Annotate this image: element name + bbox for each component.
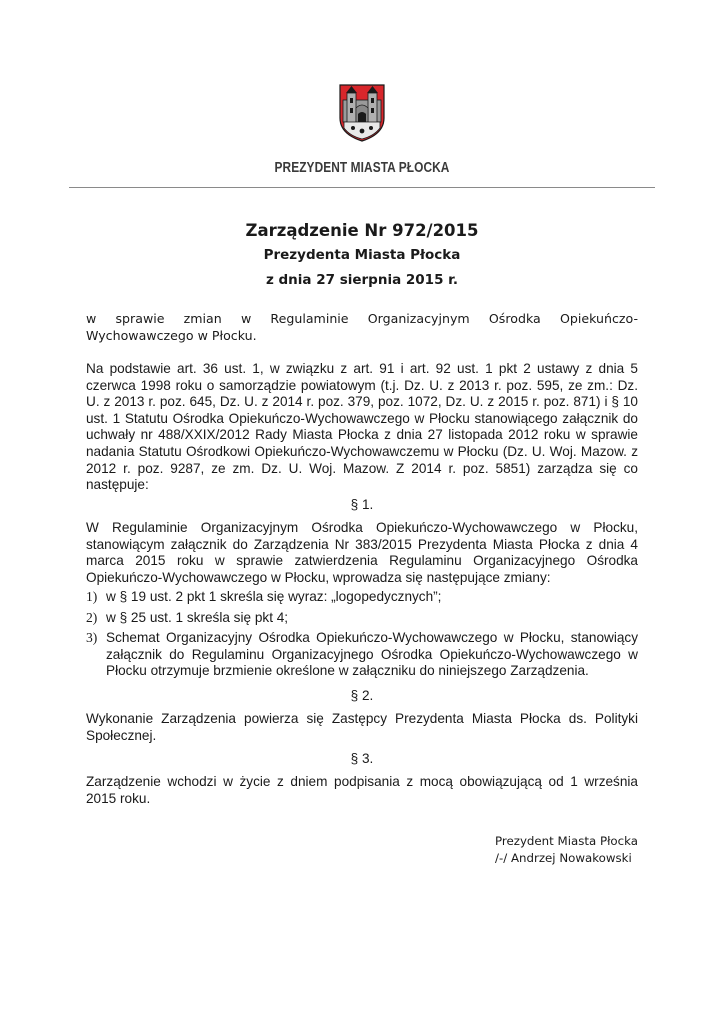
signature-name: /-/ Andrzej Nowakowski [495,851,632,865]
list-item-number: 1) [86,589,98,604]
section-2-heading: § 2. [350,688,374,703]
plock-coat-of-arms-icon [339,84,385,142]
section-2-text: Wykonanie Zarządzenia powierza się Zastępcy Prezydenta Miasta Płocka ds. Polityki Społecznej. [86,711,638,743]
list-item [86,589,638,606]
document-title: Zarządzenie Nr 972/2015 [245,221,479,240]
issuing-authority: PREZYDENT MIASTA PŁOCKA [274,160,450,176]
document-issuer: Prezydenta Miasta Płocka [263,247,461,263]
section-3-heading: § 3. [350,751,374,766]
list-item-number: 3) [86,630,98,646]
signature-title: Prezydent Miasta Płocka [495,834,638,848]
legal-basis: Na podstawie art. 36 ust. 1, w związku z art. 91 i art. 92 ust. 1 pkt 2 ustawy z dnia 5 czerwca 1998 roku o samorządzie powiatowym (t.j. Dz. U. z 2013 r. poz. 595, ze zm.: Dz. U. z 2013 r. poz. 645, Dz. U. z 2014 r. poz. 379, poz. 1072, Dz. U. z 2015 r. poz. 871) i § 10 ust. 1 Statutu Ośrodka Opiekuńczo-Wychowawczego w Płocku stanowiącego załącznik do uchwały nr 488/XXIX/2012 Rady Miasta Płocka z dnia 27 listopada 2012 roku w sprawie nadania Statutu Ośrodkowi Opiekuńczo-Wychowawczemu w Płocku (Dz. U. Woj. Mazow. z 2012 r. poz. 9287, ze zm. Dz. U. Woj. Mazow. Z 2014 r. poz. 5851) zarządza się co następuje: [86,361,638,493]
list-item-text: w § 19 ust. 2 pkt 1 skreśla się wyraz: „logopedycznych”; [106,589,442,604]
document-subject: w sprawie zmian w Regulaminie Organizacyjnym Ośrodka Opiekuńczo-Wychowawczego w Płocku. [86,311,638,343]
signature-block [495,833,638,867]
list-item-text: w § 25 ust. 1 skreśla się pkt 4; [106,609,289,625]
document-date: z dnia 27 sierpnia 2015 r. [265,272,459,288]
section-1-intro: W Regulaminie Organizacyjnym Ośrodka Opiekuńczo-Wychowawczego w Płocku, stanowiącym załącznik do Zarządzenia Nr 383/2015 Prezydenta Miasta Płocka z dnia 4 marca 2015 roku w sprawie zatwierdzenia Regulaminu Organizacyjnego Ośrodka Opiekuńczo-Wychowawczego w Płocku, wprowadza się następujące zmiany: [86,520,638,585]
list-item [86,610,638,627]
section-1-heading: § 1. [350,497,374,512]
amendment-list [86,589,638,680]
list-item-text: Schemat Organizacyjny Ośrodka Opiekuńczo-Wychowawczego w Płocku, stanowiący załącznik do Regulaminu Organizacyjnego Ośrodka Opiekuńczo-Wychowawczego w Płocku otrzymuje brzmienie określone w załączniku do niniejszego Zarządzenia. [106,630,638,679]
list-item-number: 2) [86,609,98,625]
list-item [86,630,638,680]
header-divider [69,187,655,188]
document-title-block [0,219,724,291]
section-3-text: Zarządzenie wchodzi w życie z dniem podpisania z mocą obowiązującą od 1 września 2015 roku. [86,774,638,806]
